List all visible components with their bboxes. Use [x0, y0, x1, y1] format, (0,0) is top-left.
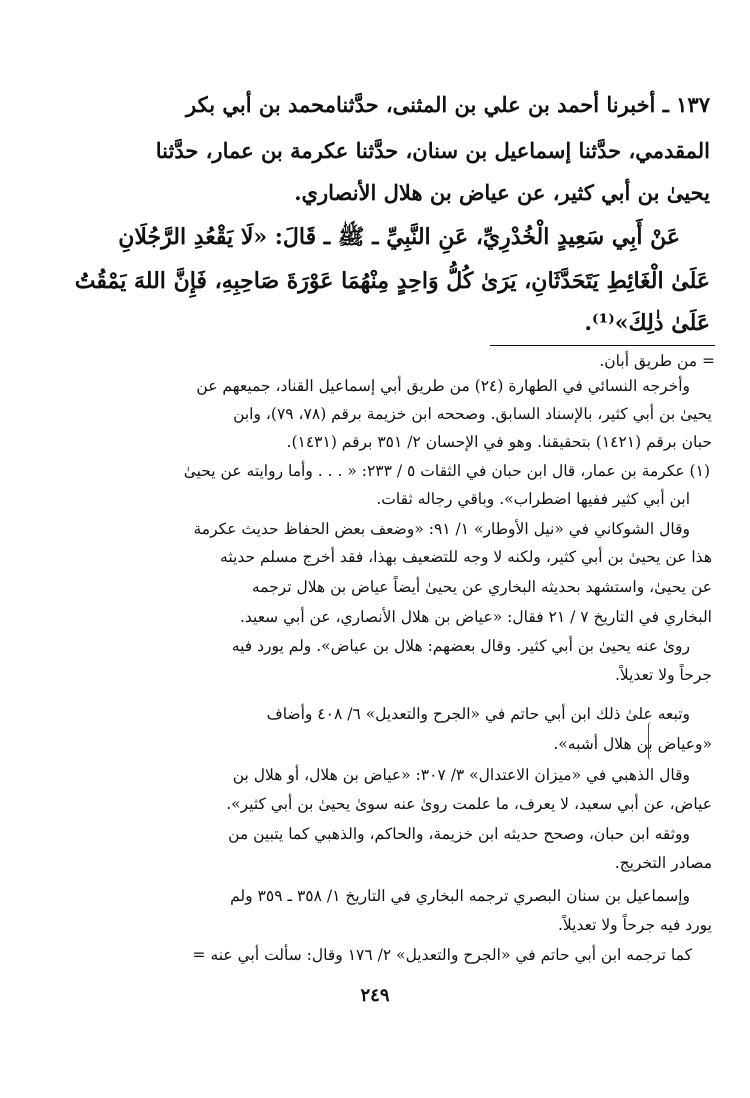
hadith-line-1: عَنْ أَبِي سَعِيدٍ الْخُدْرِيِّ، عَنِ النَّبِيِّ ـ ﷺ ـ قَالَ: «لَا يَقْعُدِ الرَّجُلَانِ	[118, 224, 680, 250]
footnote-line-5: (١) عكرمة بن عمار، قال ابن حبان في الثقات ٥ / ٢٣٣: « . . . وأما روايته عن يحيىٰ	[183, 462, 710, 480]
footnote-line-19: وإسماعيل بن سنان البصري ترجمه البخاري في التاريخ ١/ ٣٥٨ ـ ٣٥٩ ولم	[230, 887, 690, 905]
footnote-line-3: يحيىٰ بن أبي كثير، بالإسناد السابق. وصححه ابن خزيمة برقم (٧٨، ٧٩)، وابن	[233, 405, 712, 423]
footnote-line-20: يورد فيه جرحاً ولا تعديلاً.	[558, 916, 712, 934]
footnote-line-1: = من طريق أبان.	[599, 352, 715, 370]
main-text-line-2: المقدمي، حدَّثنا إسماعيل بن سنان، حدَّثنا عكرمة بن عمار، حدَّثنا	[155, 138, 710, 163]
footnote-line-12: جرحاً ولا تعديلاً.	[614, 666, 712, 684]
footnote-line-6: ابن أبي كثير ففيها اضطراب». وباقي رجاله ثقات.	[376, 490, 690, 508]
hadith-line-3: عَلَىٰ ذٰلِكَ»⁽¹⁾.	[584, 310, 710, 336]
footnote-line-4: حبان برقم (١٤٢١) بتحقيقنا. وهو في الإحسان ٢/ ٣٥١ برقم (١٤٣١).	[286, 433, 712, 451]
page-number: ٢٤٩	[360, 985, 390, 1006]
footnote-line-10: البخاري في التاريخ ٧ / ٢١ فقال: «عياض بن هلال الأنصاري، عن أبي سعيد.	[239, 608, 712, 626]
margin-pencil-mark	[648, 722, 654, 760]
main-text-line-3: يحيىٰ بن أبي كثير، عن عياض بن هلال الأنصاري.	[294, 180, 710, 205]
footnote-line-2: وأخرجه النسائي في الطهارة (٢٤) من طريق أبي إسماعيل القناد، جميعهم عن	[196, 377, 690, 395]
footnote-line-8: هذا عن يحيىٰ بن أبي كثير، ولكنه لا وجه للتضعيف بهذا، فقد أخرج مسلم حديثه	[220, 548, 712, 566]
footnote-line-17: ووثقه ابن حبان، وصحح حديثه ابن خزيمة، والحاكم، والذهبي كما يتبين من	[228, 825, 690, 843]
footnote-line-18: مصادر التخريج.	[614, 854, 712, 872]
main-text-line-1: ١٣٧ ـ أخبرنا أحمد بن علي بن المثنى، حدَّثنامحمد بن أبي بكر	[186, 92, 710, 117]
footnote-separator	[490, 345, 715, 346]
footnote-line-21: كما ترجمه ابن أبي حاتم في «الجرح والتعديل» ٢/ ١٧٦ وقال: سألت أبي عنه =	[192, 946, 692, 964]
footnote-line-11: روىٰ عنه يحيىٰ بن أبي كثير. وقال بعضهم: هلال بن عياض». ولم يورد فيه	[231, 637, 690, 655]
footnote-line-14: «وعياض بن هلال أشبه».	[553, 735, 712, 753]
footnote-line-9: عن يحيىٰ، واستشهد بحديثه البخاري عن يحيىٰ أيضاً عياض بن هلال ترجمه	[251, 578, 712, 596]
footnote-line-7: وقال الشوكاني في «نيل الأوطار» ١/ ٩١: «وضعف بعض الحفاظ حديث عكرمة	[193, 520, 690, 538]
footnote-line-13: وتبعه علىٰ ذلك ابن أبي حاتم في «الجرح والتعديل» ٦/ ٤٠٨ وأضاف	[266, 705, 690, 723]
hadith-line-2: عَلَىٰ الْغَائِطِ يَتَحَدَّثَانِ، يَرَىٰ كُلُّ وَاحِدٍ مِنْهُمَا عَوْرَةَ صَاحِبِهِ، فَإِنَّ اللهَ يَمْقُتُ	[74, 268, 710, 294]
footnote-line-15: وقال الذهبي في «ميزان الاعتدال» ٣/ ٣٠٧: «عياض بن هلال، أو هلال بن	[232, 766, 690, 784]
footnote-line-16: عياض، عن أبي سعيد، لا يعرف، ما علمت روىٰ عنه سوىٰ يحيىٰ بن أبي كثير».	[226, 795, 712, 813]
